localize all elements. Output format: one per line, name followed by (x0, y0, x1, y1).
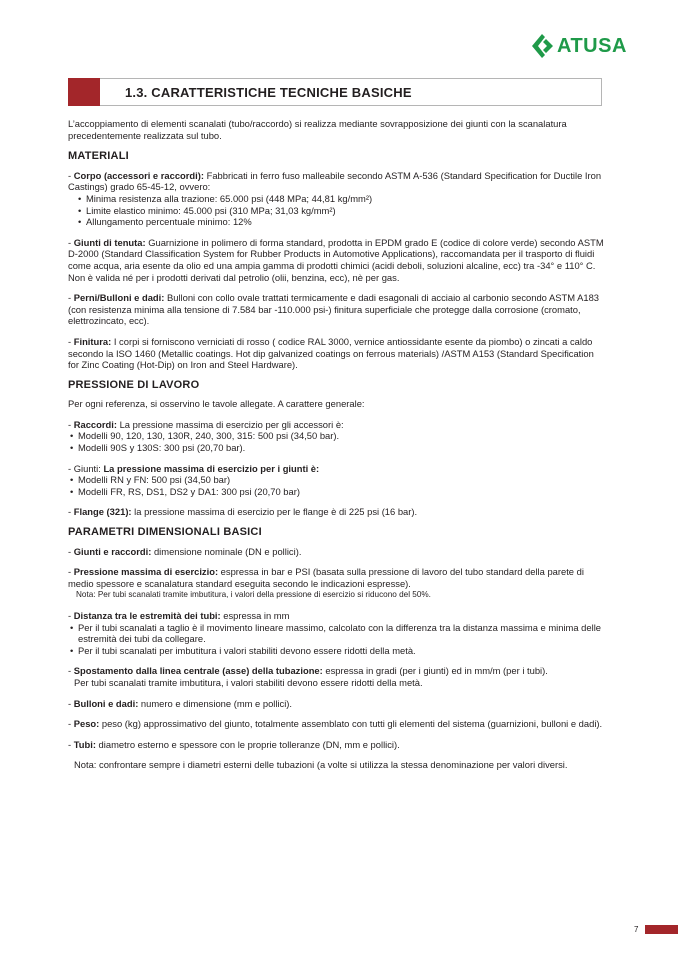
item-tubi: - Tubi: diametro esterno e spessore con le proprie tolleranze (DN, mm e pollici). (68, 738, 400, 750)
spostamento-text: espressa in gradi (per i giunti) ed in mm/m (per i tubi). (322, 665, 548, 677)
item-bulloni: - Bulloni e dadi: numero e dimensione (mm e pollici). (68, 697, 293, 709)
item-pressione-max: - Pressione massima di esercizio: espressa in bar e PSI (basata sulla pressione di lavoro del tubo standard della parete di medio spessore e scanalatura standard eseguita secondo le indicazioni espresse). Nota: Per tubi scanalati tramite imbutitura, i valori della pressione di esercizio si riducono del 50%. (68, 566, 604, 601)
raccordi-bullet-2: • Modelli 90S y 130S: 300 psi (20,70 bar). (68, 442, 604, 454)
heading-parametri: PARAMETRI DIMENSIONALI BASICI (68, 526, 262, 539)
heading-pressione: PRESSIONE DI LAVORO (68, 378, 200, 391)
bulloni-label: Bulloni e dadi: (73, 697, 139, 709)
title-accent-bar (68, 78, 100, 106)
spostamento-label: Spostamento dalla linea centrale (asse) della tubazione: (73, 665, 323, 677)
item-giunti-raccordi: - Giunti e raccordi: dimensione nominale (DN e pollici). (68, 545, 302, 557)
bulloni-text: numero e dimensione (mm e pollici). (138, 697, 293, 709)
item-raccordi: - Raccordi: La pressione massima di esercizio per gli accessori è: • Modelli 90, 120, 130, 130R, 240, 300, 315: 500 psi (34,50 bar). • Modelli 90S y 130S: 300 psi (20,70 bar). (68, 419, 604, 454)
corpo-text: Fabbricati in ferro fuso malleabile secondo ASTM A-536 (Standard Specification for Ductile Iron Castings) grado 65-45-12, ovvero: (68, 169, 602, 193)
flange-label: Flange (321): (73, 506, 132, 518)
raccordi-bullet-1: • Modelli 90, 120, 130, 130R, 240, 300, 315: 500 psi (34,50 bar). (68, 430, 604, 442)
item-finitura: - Finitura: I corpi si forniscono verniciati di rosso ( codice RAL 3000, vernice antiossidante esente da piombo) o zincati a caldo secondo la ISO 1460 (Metallic coatings. Hot dip galvanized coatings on ferrous materials) /ASTM A153 (Standard Specification for Zinc Coating (Hot-Dip) on Iron and Steel Hardware). (68, 335, 594, 371)
raccordi-label: Raccordi: (73, 418, 117, 430)
section-title: 1.3. CARATTERISTICHE TECNICHE BASICHE (125, 85, 412, 100)
pressione-intro: Per ogni referenza, si osservino le tavole allegate. A carattere generale: (68, 398, 365, 410)
corpo-label: Corpo (accessori e raccordi): (73, 169, 204, 181)
giunti-text: Guarnizione in polimero di forma standard, prodotta in EPDM grado E (codice di colore verde) secondo ASTM D-2000 (Standard Classification System for Rubber Products in Automotive Applications), raccomandata per il trasporto di fluidi come acqua, aria esente da olio ed una ampia gamma di prodotti chimici (acidi deboli, soluzioni alcaline, ecc) tra -34° e 110° C. Non è valida né per i prodotti derivati dal petrolio (olii, benzina, ecc), nè per gas. (68, 236, 604, 283)
pressione-max-text: espressa in bar e PSI (basata sulla pressione di lavoro del tubo standard della parete di medio spessore e scanalatura standard eseguita secondo le indicazioni espresse). (68, 566, 584, 589)
giunti-raccordi-text: dimensione nominale (DN e pollici). (151, 545, 302, 557)
distanza-text: espressa in mm (220, 610, 290, 621)
pressione-max-note: Nota: Per tubi scanalati tramite imbutitura, i valori della pressione di esercizio si riducono del 50%. (76, 590, 431, 600)
page-number-bar (645, 925, 678, 934)
giunti-raccordi-label: Giunti e raccordi: (73, 545, 152, 557)
corpo-bullet-1: • Minima resistenza alla trazione: 65.000 psi (448 MPa; 44,81 kg/mm²) (68, 193, 604, 205)
corpo-bullet-2: • Limite elastico minimo: 45.000 psi (310 MPa; 31,03 kg/mm²) (68, 205, 604, 217)
section-title-box (68, 78, 602, 106)
item-perni: - Perni/Bulloni e dadi: Bulloni con collo ovale trattati termicamente e dadi esagonali di acciaio al carbonio secondo ASTM A183 (con resistenza minima alla tensione di 7.584 bar -110.000 psi-) finitura superficiale che protegge dalla corrosione (cromato, elettrozincato, ecc). (68, 292, 600, 327)
page-number: 7 (634, 925, 639, 934)
perni-text: Bulloni con collo ovale trattati termicamente e dadi esagonali di acciaio al carbonio secondo ASTM A183 (con resistenza minima alla tensione di 7.584 bar -110.000 psi-) finitura superficiale che protegge dalla corrosione (cromato, elettrozincato, ecc). (68, 292, 600, 327)
giunti-label: Giunti di tenuta: (73, 236, 146, 248)
perni-label: Perni/Bulloni e dadi: (73, 292, 165, 304)
distanza-bullet-2: • Per il tubi scanalati per imbutitura i valori stabiliti devono essere ridotti della metà. (68, 645, 604, 657)
finitura-label: Finitura: (73, 335, 112, 347)
tubi-label: Tubi: (73, 738, 96, 750)
item-giunti-tenuta: - Giunti di tenuta: Guarnizione in polimero di forma standard, prodotta in EPDM grado E (codice di colore verde) secondo ASTM D-2000 (Standard Classification System for Rubber Products in Automotive Applications), raccomandata per il trasporto di fluidi come acqua, aria esente da olio ed una ampia gamma di prodotti chimici (acidi deboli, soluzioni alcaline, ecc) tra -34° e 110° C. Non è valida né per i prodotti derivati dal petrolio (olii, benzina, ecc), nè per gas. (68, 236, 604, 283)
item-peso: - Peso: peso (kg) approssimativo del giunto, totalmente assemblato con tutti gli elementi del sistema (guarnizioni, bulloni e dadi). (68, 718, 603, 730)
item-giunti-pressione: - Giunti: La pressione massima di esercizio per i giunti è: • Modelli RN y FN: 500 psi (34,50 bar) • Modelli FR, RS, DS1, DS2 y DA1: 300 psi (20,70 bar) (68, 463, 604, 498)
giunti-pressione-label: Giunti: (73, 462, 101, 474)
item-distanza: - Distanza tra le estremità dei tubi: espressa in mm • Per il tubi scanalati a taglio è il movimento lineare massimo, calcolato con la differenza tra la distanza massima e minima delle estremità dei tubi da collegare. • Per il tubi scanalati per imbutitura i valori stabiliti devono essere ridotti della metà. (68, 610, 604, 656)
logo-text: ATUSA (557, 34, 627, 57)
peso-text: peso (kg) approssimativo del giunto, totalmente assemblato con tutti gli elementi del sistema (guarnizioni, bulloni e dadi). (99, 718, 603, 730)
distanza-bullet-1: • Per il tubi scanalati a taglio è il movimento lineare massimo, calcolato con la differenza tra la distanza massima e minima delle estremità dei tubi da collegare. (68, 622, 604, 645)
intro-paragraph: L’accoppiamento di elementi scanalati (tubo/raccordo) si realizza mediante sovrapposizione dei giunti con la scanalatura precedentemente realizzata sul tubo. (68, 118, 567, 141)
peso-label: Peso: (73, 718, 100, 730)
item-spostamento: - Spostamento dalla linea centrale (asse) della tubazione: espressa in gradi (per i giunti) ed in mm/m (per i tubi). Per tubi scanalati tramite imbutitura, i valori stabiliti devono essere ridotti della metà. (68, 665, 604, 688)
item-flange: - Flange (321): la pressione massima di esercizio per le flange è di 225 psi (16 bar). (68, 506, 418, 518)
document-body (68, 118, 604, 771)
giunti-pressione-bullet-1: • Modelli RN y FN: 500 psi (34,50 bar) (68, 474, 604, 486)
atusa-logo (531, 33, 627, 59)
heading-materiali: MATERIALI (68, 150, 129, 163)
corpo-bullet-3: • Allungamento percentuale minimo: 12% (68, 216, 604, 228)
distanza-label: Distanza tra le estremità dei tubi: (73, 610, 221, 621)
finitura-text: I corpi si forniscono verniciati di rosso ( codice RAL 3000, vernice antiossidante esente da piombo) o zincati a caldo secondo la ISO 1460 (Metallic coatings. Hot dip galvanized coatings on ferrous materials) /ASTM A153 (Standard Specification for Zinc Coating (Hot-Dip) on Iron and Steel Hardware). (68, 335, 594, 371)
final-note: Nota: confrontare sempre i diametri esterni delle tubazioni (a volte si utilizza la stessa denominazione per valori diversi. (74, 759, 568, 771)
giunti-pressione-bullet-2: • Modelli FR, RS, DS1, DS2 y DA1: 300 psi (20,70 bar) (68, 486, 604, 498)
item-corpo: - Corpo (accessori e raccordi): Fabbricati in ferro fuso malleabile secondo ASTM A-536 (Standard Specification for Ductile Iron Castings) grado 65-45-12, ovvero: • Minima resistenza alla trazione: 65.000 psi (448 MPa; 44,81 kg/mm²) • Limite elastico minimo: 45.000 psi (310 MPa; 31,03 kg/mm²) • Allungamento percentuale minimo: 12% (68, 170, 604, 228)
pressione-max-label: Pressione massima di esercizio: (73, 566, 219, 578)
tubi-text: diametro esterno e spessore con le proprie tolleranze (DN, mm e pollici). (95, 738, 400, 750)
flange-text: la pressione massima di esercizio per le flange è di 225 psi (16 bar). (131, 506, 418, 518)
giunti-pressione-text: La pressione massima di esercizio per i giunti è: (100, 462, 320, 474)
spostamento-text-2: Per tubi scanalati tramite imbutitura, i valori stabiliti devono essere ridotti della metà. (74, 676, 423, 688)
raccordi-text: La pressione massima di esercizio per gli accessori è: (116, 418, 344, 430)
atusa-chevron-icon (531, 33, 555, 59)
